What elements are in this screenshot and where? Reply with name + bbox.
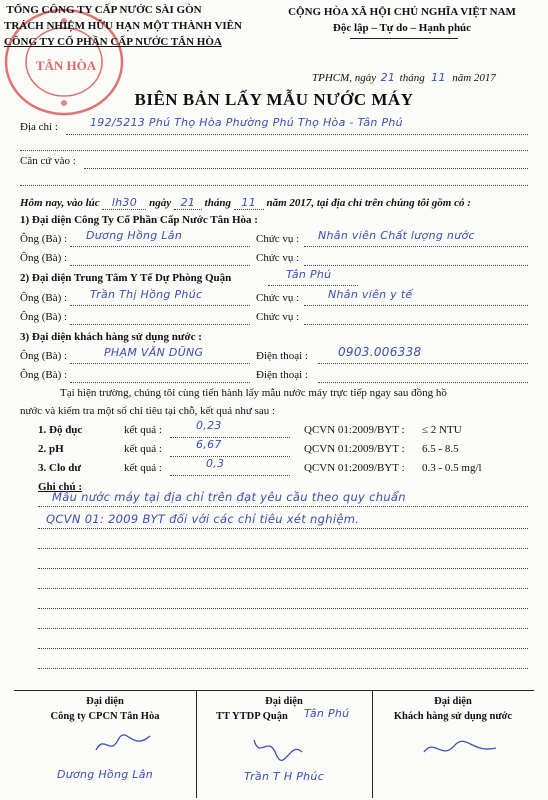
parent-company-type: TRÁCH NHIỆM HỮU HẠN MỘT THÀNH VIÊN <box>4 20 242 32</box>
sig1-org: Công ty CPCN Tân Hòa <box>50 711 160 722</box>
result-turbidity-name: 1. Độ đục <box>38 424 83 436</box>
result-chlorine-limit: 0.3 - 0.5 mg/l <box>422 462 482 474</box>
section1-role-dots <box>304 246 528 247</box>
result-turbidity-label: kết quả : <box>124 424 162 436</box>
result-ph-dots <box>170 456 290 457</box>
section1-role2-label: Chức vụ : <box>256 252 300 264</box>
sig2-signature <box>250 730 310 764</box>
signature-top-border <box>14 690 534 691</box>
notes-dots-1 <box>38 506 528 507</box>
section1-person2-dots <box>70 265 250 266</box>
section2-person-dots <box>70 305 250 306</box>
result-turbidity-standard: QCVN 01:2009/BYT : <box>304 424 405 436</box>
result-ph-limit: 6.5 - 8.5 <box>422 443 459 455</box>
sig1-signature <box>90 726 160 762</box>
section2-person2-dots <box>70 324 250 325</box>
section2-role2-dots <box>304 324 528 325</box>
section3-phone: 0903.006338 <box>338 345 422 359</box>
result-ph-value: 6,67 <box>196 438 222 451</box>
sig1-name: Dương Hồng Lân <box>56 768 154 781</box>
result-chlorine-dots <box>170 475 290 476</box>
sig3-signature <box>420 734 500 762</box>
section3-person2-dots <box>70 382 250 383</box>
sig2-title: Đại diện <box>265 696 303 707</box>
basis-dots <box>84 168 528 169</box>
body-line-2: nước và kiểm tra một số chỉ tiêu tại chỗ, kết quả như sau : <box>20 405 276 417</box>
result-ph-label: kết quả : <box>124 443 162 455</box>
section2-district: Tân Phú <box>286 268 332 281</box>
notes-label: Ghi chú : <box>38 481 83 493</box>
section2-role2-label: Chức vụ : <box>256 311 300 323</box>
result-chlorine-label: kết quả : <box>124 462 162 474</box>
notes-dots-4 <box>38 568 528 569</box>
section2-person2-label: Ông (Bà) : <box>20 311 68 323</box>
section3-heading: 3) Đại diện khách hàng sử dụng nước : <box>20 331 202 343</box>
date-line: TPHCM, ngày 21 tháng 11 năm 2017 <box>312 71 496 84</box>
basis-label: Căn cứ vào : <box>20 155 76 167</box>
notes-dots-2 <box>38 528 528 529</box>
section1-heading: 1) Đại diện Công Ty Cổ Phần Cấp Nước Tân Hòa : <box>20 214 258 226</box>
section2-role-dots <box>304 305 528 306</box>
address-dots <box>66 134 528 135</box>
notes-dots-7 <box>38 628 528 629</box>
basis-dots-2 <box>20 185 528 186</box>
notes-line-2: QCVN 01: 2009 BYT đối với các chỉ tiêu xét nghiệm. <box>46 512 360 526</box>
address-value: 192/5213 Phú Thọ Hòa Phường Phú Thọ Hòa - Tân Phú <box>90 116 403 129</box>
section2-district-dots <box>268 285 358 286</box>
section3-person: PHẠM VĂN DŨNG <box>104 346 204 359</box>
section2-person-label: Ông (Bà) : <box>20 292 68 304</box>
section3-person2-label: Ông (Bà) : <box>20 369 68 381</box>
section1-person: Dương Hồng Lân <box>86 229 183 242</box>
section2-role-label: Chức vụ : <box>256 292 300 304</box>
notes-line-1: Mẫu nước máy tại địa chỉ trên đạt yêu cầu theo quy chuẩn <box>52 490 406 504</box>
notes-dots-6 <box>38 608 528 609</box>
company-name: CÔNG TY CỔ PHẦN CẤP NƯỚC TÂN HÒA <box>4 36 222 48</box>
motto: Độc lập – Tự do – Hạnh phúc <box>332 22 472 34</box>
notes-dots-3 <box>38 548 528 549</box>
section3-person-dots <box>70 363 250 364</box>
stamp-center-text: TÂN HÒA <box>35 58 97 73</box>
section1-person-label: Ông (Bà) : <box>20 233 68 245</box>
address-dots-2 <box>20 150 528 151</box>
section1-role: Nhân viên Chất lượng nước <box>318 229 475 242</box>
country-name: CỘNG HÒA XÃ HỘI CHỦ NGHĨA VIỆT NAM <box>288 6 516 18</box>
result-turbidity-limit: ≤ 2 NTU <box>422 424 462 436</box>
section3-phone2-label: Điện thoại : <box>256 369 308 381</box>
sig3-title: Đại diện <box>434 696 472 707</box>
section2-person: Trần Thị Hồng Phúc <box>90 288 203 301</box>
section3-person-label: Ông (Bà) : <box>20 350 68 362</box>
section1-person-dots <box>70 246 250 247</box>
sig3-org: Khách hàng sử dụng nước <box>393 711 513 722</box>
parent-company-name: TỔNG CÔNG TY CẤP NƯỚC SÀI GÒN <box>6 4 202 16</box>
body-line-1: Tại hiện trường, chúng tôi cùng tiến hành lấy mẫu nước máy trực tiếp ngay sau đồng hồ <box>60 387 447 399</box>
result-chlorine-name: 3. Clo dư <box>38 462 81 474</box>
address-label: Địa chỉ : <box>20 121 58 133</box>
section3-phone-dots <box>318 363 528 364</box>
sig2-org: TT YTDP Quận <box>216 711 288 722</box>
sig2-name: Trần T H Phúc <box>243 770 325 783</box>
result-turbidity-value: 0,23 <box>196 419 222 432</box>
notes-dots-8 <box>38 648 528 649</box>
sig2-district: Tân Phú <box>304 707 350 720</box>
section1-role-label: Chức vụ : <box>256 233 300 245</box>
section1-person2-label: Ông (Bà) : <box>20 252 68 264</box>
result-chlorine-value: 0,3 <box>206 457 225 470</box>
section3-phone-label: Điện thoại : <box>256 350 308 362</box>
document-title: BIÊN BẢN LẤY MẪU NƯỚC MÁY <box>134 90 414 109</box>
section2-heading: 2) Đại diện Trung Tâm Y Tế Dự Phòng Quận <box>20 272 232 284</box>
section2-role: Nhân viên y tế <box>328 288 413 301</box>
sig1-title: Đại diện <box>86 696 124 707</box>
section1-role2-dots <box>304 265 528 266</box>
result-turbidity-dots <box>170 437 290 438</box>
notes-dots-5 <box>38 588 528 589</box>
motto-underline <box>350 38 458 39</box>
section3-phone2-dots <box>318 382 528 383</box>
result-chlorine-standard: QCVN 01:2009/BYT : <box>304 462 405 474</box>
intro-line: Hôm nay, vào lúc lh30 ngày 21 tháng 11 năm 2017, tại địa chỉ trên chúng tôi gồm có : <box>20 196 471 209</box>
result-ph-name: 2. pH <box>38 443 64 455</box>
notes-dots-9 <box>38 668 528 669</box>
result-ph-standard: QCVN 01:2009/BYT : <box>304 443 405 455</box>
